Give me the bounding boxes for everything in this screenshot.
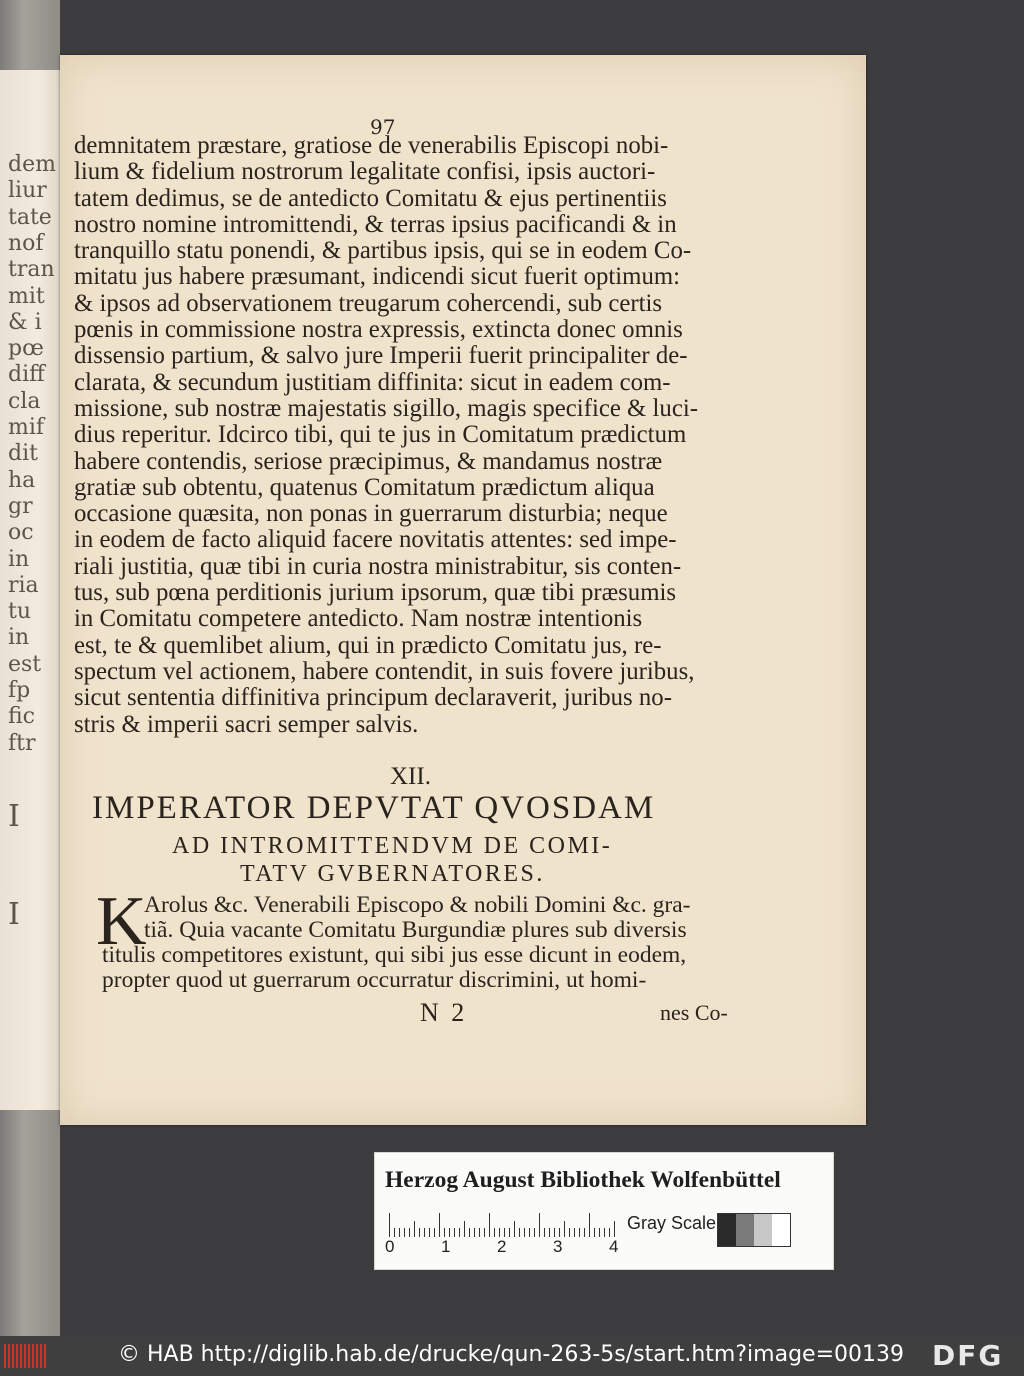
ruler-tick — [394, 1228, 395, 1237]
ruler-tick — [549, 1228, 550, 1237]
ruler-tick — [469, 1228, 470, 1237]
left-page-fragment: gr — [8, 493, 33, 519]
barcode-bar — [32, 1344, 34, 1368]
barcode-bar — [12, 1344, 14, 1368]
text-line: tatem dedimus, se de antedicto Comitatu & ejus pertinentiis — [74, 184, 667, 212]
barcode-bar — [24, 1344, 26, 1368]
ruler-tick — [544, 1228, 545, 1237]
text-line: mitatu jus habere præsumant, indicendi sicut fuerit optimum: — [74, 263, 681, 291]
left-page-fragment: tran — [8, 257, 55, 283]
text-line: in eodem de facto aliquid facere novitatis attentes: sed impe- — [74, 526, 677, 554]
ruler-tick — [509, 1228, 510, 1237]
paragraph-2-text — [102, 893, 742, 993]
text-line: gratiæ sub obtentu, quatenus Comitatum prædictum aliqua — [74, 473, 655, 501]
gray-swatch — [718, 1214, 736, 1246]
left-page-fragment: & i — [8, 309, 42, 335]
ruler-number: 3 — [553, 1237, 563, 1256]
left-page-fragment: ria — [8, 572, 39, 598]
ruler-tick — [499, 1228, 500, 1237]
page-number: 97 — [370, 115, 396, 139]
ruler-tick — [414, 1221, 415, 1237]
ruler-tick — [529, 1228, 530, 1237]
gray-scale-swatches — [717, 1213, 791, 1247]
ruler-tick — [419, 1228, 420, 1237]
ruler-tick — [604, 1228, 605, 1237]
text-line: pœnis in commissione nostra expressis, extincta donec omnis — [74, 316, 683, 344]
ruler-tick — [514, 1221, 515, 1237]
left-page-edge — [0, 70, 64, 1110]
ruler-tick — [519, 1228, 520, 1237]
text-line: spectum vel actionem, habere contendit, in suis fovere juribus, — [74, 657, 695, 685]
ruler-tick — [584, 1228, 585, 1237]
ruler-tick — [439, 1213, 440, 1237]
left-page-fragment: mif — [8, 415, 45, 440]
left-page-fragment: in — [8, 625, 30, 651]
section-heading-line-1: IMPERATOR DEPVTAT QVOSDAM — [92, 790, 656, 826]
left-page-fragment: pœ — [8, 336, 44, 362]
text-line: habere contendis, seriose præcipimus, & mandamus nostræ — [74, 447, 663, 475]
ruler-number: 0 — [385, 1237, 395, 1256]
ruler-number: 2 — [497, 1237, 507, 1256]
barcode-bar — [44, 1344, 46, 1368]
ruler-tick — [564, 1221, 565, 1237]
left-page-roman: I — [8, 799, 20, 834]
drop-cap: K — [96, 883, 147, 960]
left-page-fragment: nof — [8, 230, 44, 256]
ruler-tick — [504, 1228, 505, 1237]
ruler-tick — [559, 1228, 560, 1237]
ruler-tick — [424, 1228, 425, 1237]
text-line: propter quod ut guerrarum occurratur discrimini, ut homi- — [102, 967, 647, 993]
ruler-tick — [484, 1228, 485, 1237]
left-page-fragment: in — [8, 546, 30, 572]
text-line: lium & fidelium nostrorum legalitate confisi, ipsis auctori- — [74, 158, 656, 186]
gray-scale-label: Gray Scale — [627, 1213, 717, 1233]
text-line: in Comitatu competere antedicto. Nam nostræ intentionis — [74, 605, 643, 633]
footer-bar — [0, 1336, 1024, 1376]
text-line: titulis competitores existunt, qui sibi jus esse dicunt in eodem, — [102, 942, 687, 968]
ruler-tick — [524, 1228, 525, 1237]
left-page-fragment: ftr — [8, 730, 36, 756]
scale-card — [374, 1152, 834, 1270]
barcode-bar — [16, 1344, 18, 1368]
ruler-tick — [489, 1213, 490, 1237]
ruler-tick — [474, 1228, 475, 1237]
ruler-tick — [399, 1228, 400, 1237]
text-line: tiã. Quia vacante Comitatu Burgundiæ plures sub diversis — [144, 917, 687, 943]
section-heading-line-3: TATV GVBERNATORES. — [240, 861, 545, 887]
ruler-tick — [609, 1228, 610, 1237]
left-page-fragment: fic — [8, 704, 35, 730]
ruler-tick — [454, 1228, 455, 1237]
ruler-tick — [389, 1213, 390, 1237]
left-page-fragment: tate — [8, 204, 52, 230]
ruler-tick — [574, 1228, 575, 1237]
ruler-tick — [444, 1228, 445, 1237]
barcode-bar — [28, 1344, 30, 1368]
section-heading-line-2: AD INTROMITTENDVM DE COMI- — [172, 833, 613, 859]
ruler-numbers — [385, 1237, 625, 1259]
text-line: missione, sub nostræ majestatis sigillo, magis specifice & luci- — [74, 394, 698, 422]
gray-swatch — [754, 1214, 772, 1246]
left-page-fragment: ha — [8, 467, 36, 493]
catchword: nes Co- — [660, 1000, 728, 1025]
ruler-number: 1 — [441, 1237, 451, 1256]
ruler-tick — [459, 1228, 460, 1237]
left-page-fragment: dem — [8, 152, 56, 177]
ruler-tick — [539, 1213, 540, 1237]
ruler — [385, 1213, 615, 1237]
footer-url-text[interactable]: © HAB http://diglib.hab.de/drucke/qun-263-5s/start.htm?image=00139 — [118, 1342, 904, 1367]
barcode-bar — [20, 1344, 22, 1368]
left-page-fragment: oc — [8, 520, 34, 546]
text-line: clarata, & secundum justitiam diffinita: sicut in eadem com- — [74, 368, 671, 396]
text-line: est, te & quemlibet alium, qui in prædicto Comitatu jus, re- — [74, 631, 662, 659]
barcode-bar — [4, 1344, 6, 1368]
text-line: tus, sub pœna perditionis jurium ipsorum, quæ tibi præsumis — [74, 579, 677, 607]
left-page-roman: I — [8, 897, 20, 932]
ruler-tick — [429, 1228, 430, 1237]
text-line: Arolus &c. Venerabili Episcopo & nobili Domini &c. gra- — [144, 892, 691, 918]
library-name: Herzog August Bibliothek Wolfenbüttel — [385, 1167, 781, 1193]
gray-swatch — [736, 1214, 754, 1246]
barcode-bar — [40, 1344, 42, 1368]
book-page — [60, 55, 866, 1125]
ruler-tick — [554, 1228, 555, 1237]
ruler-tick — [479, 1228, 480, 1237]
barcode-logo-icon — [4, 1344, 46, 1368]
text-line: stris & imperii sacri semper salvis. — [74, 710, 419, 738]
text-line: tranquillo statu ponendi, & partibus ipsis, qui se in eodem Co- — [74, 237, 692, 265]
page-body-text — [74, 133, 734, 738]
ruler-tick — [409, 1228, 410, 1237]
left-page-fragment: est — [8, 651, 42, 677]
ruler-tick — [599, 1228, 600, 1237]
left-page-fragment: liur — [8, 178, 47, 204]
ruler-tick — [569, 1228, 570, 1237]
text-line: dissensio partium, & salvo jure Imperii fuerit principaliter de- — [74, 342, 688, 370]
barcode-bar — [8, 1344, 10, 1368]
text-line: occasione quæsita, non ponas in guerrarum disturbia; neque — [74, 500, 668, 528]
gray-swatch — [772, 1214, 790, 1246]
text-line: nostro nomine intromittendi, & terras ipsius pacificandi & in — [74, 210, 677, 238]
ruler-tick — [404, 1228, 405, 1237]
text-line: & ipsos ad observationem treugarum cohercendi, sub certis — [74, 289, 663, 317]
ruler-tick — [589, 1213, 590, 1237]
text-line: sicut sententia diffinitiva principum declaraverit, juribus no- — [74, 684, 672, 712]
text-line: dius reperitur. Idcirco tibi, qui te jus in Comitatum prædictum — [74, 421, 687, 449]
left-page-fragment: tu — [8, 599, 32, 625]
ruler-tick — [494, 1228, 495, 1237]
left-page-fragment: diff — [8, 362, 45, 388]
left-page-fragment: mit — [8, 283, 45, 309]
ruler-tick — [594, 1228, 595, 1237]
ruler-tick — [579, 1228, 580, 1237]
left-page-fragment: cla — [8, 388, 41, 414]
left-page-fragment: dit — [8, 441, 38, 467]
dfg-logo: DFG — [932, 1339, 1004, 1372]
barcode-bar — [36, 1344, 38, 1368]
section-number: XII. — [390, 763, 431, 790]
text-line: demnitatem præstare, gratiose de venerabilis Episcopi nobi- — [74, 132, 669, 159]
text-line: riali justitia, quæ tibi in curia nostra ministrabitur, sis conten- — [74, 552, 682, 580]
signature-mark: N 2 — [420, 998, 468, 1027]
ruler-number: 4 — [609, 1237, 619, 1256]
ruler-tick — [449, 1228, 450, 1237]
ruler-tick — [614, 1221, 615, 1237]
ruler-tick — [534, 1228, 535, 1237]
left-page-fragment: fp — [8, 678, 31, 703]
ruler-tick — [434, 1228, 435, 1237]
ruler-tick — [464, 1221, 465, 1237]
